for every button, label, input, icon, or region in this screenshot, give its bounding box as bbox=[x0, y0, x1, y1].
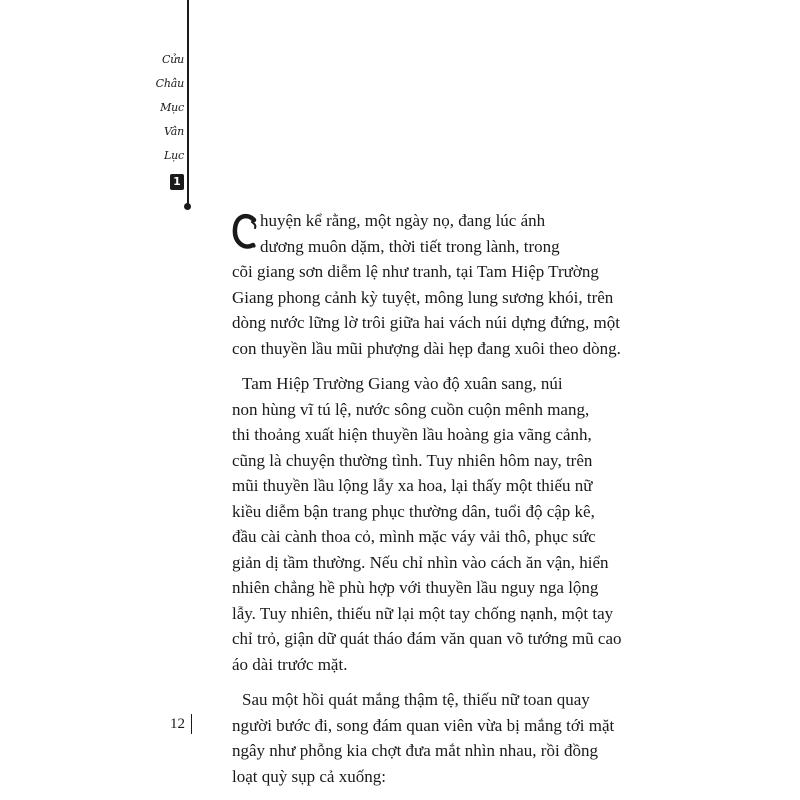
series-word-5: Lục bbox=[164, 149, 184, 162]
volume-number-badge: 1 bbox=[170, 174, 184, 190]
text-line: loạt quỳ sụp cả xuống: bbox=[232, 766, 386, 786]
text-line: dòng nước lững lờ trôi giữa hai vách núi dựng đứng, một bbox=[232, 313, 620, 332]
text-line: người bước đi, song đám quan viên vừa bị mắng tới mặt bbox=[232, 715, 615, 735]
text-line: Tam Hiệp Trường Giang vào độ xuân sang, núi bbox=[242, 374, 563, 393]
text-line: áo dài trước mặt. bbox=[232, 654, 348, 674]
text-line: non hùng vĩ tú lệ, nước sông cuồn cuộn mênh mang, bbox=[232, 399, 590, 419]
brush-c-icon bbox=[232, 212, 258, 256]
footer-divider bbox=[191, 714, 192, 734]
paragraph-1 bbox=[232, 208, 630, 361]
text-line: ngây như phỗng kia chợt đưa mắt nhìn nhau, rồi đồng bbox=[232, 741, 598, 760]
text-line: lẫy. Tuy nhiên, thiếu nữ lại một tay chống nạnh, một tay bbox=[232, 603, 614, 623]
text-line: chỉ trỏ, giận dữ quát tháo đám văn quan võ tướng mũ cao bbox=[232, 629, 622, 648]
text-line: cũng là chuyện thường tình. Tuy nhiên hôm nay, trên bbox=[232, 450, 593, 470]
text-line: mũi thuyền lầu lộng lẫy xa hoa, lại thấy một thiếu nữ bbox=[232, 476, 593, 495]
page-number: 12 bbox=[170, 715, 185, 732]
decorative-rule-dot bbox=[184, 203, 191, 210]
body-text bbox=[232, 208, 630, 799]
text-line: huyện kể rằng, một ngày nọ, đang lúc ánh bbox=[260, 211, 546, 230]
paragraph-2 bbox=[232, 371, 630, 677]
text-line: thi thoảng xuất hiện thuyền lầu hoàng gia vãng cảnh, bbox=[232, 425, 592, 444]
page-footer bbox=[170, 714, 192, 734]
series-word-1: Cửu bbox=[162, 53, 184, 66]
text-line: Sau một hồi quát mắng thậm tệ, thiếu nữ toan quay bbox=[242, 690, 590, 709]
series-title-vertical bbox=[140, 48, 184, 190]
series-word-2: Châu bbox=[155, 77, 184, 90]
text-line: dương muôn dặm, thời tiết trong lành, trong bbox=[260, 236, 560, 256]
decorative-vertical-rule bbox=[187, 0, 189, 206]
series-word-4: Vân bbox=[164, 125, 184, 138]
text-line: giản dị tầm thường. Nếu chỉ nhìn vào cách ăn vận, hiển bbox=[232, 552, 609, 572]
text-line: nhiên chẳng hề phù hợp với thuyền lầu nguy nga lộng bbox=[232, 578, 599, 597]
text-line: Giang phong cảnh kỳ tuyệt, mông lung sương khói, trên bbox=[232, 287, 614, 307]
text-line: con thuyền lầu mũi phượng dài hẹp đang xuôi theo dòng. bbox=[232, 338, 621, 358]
text-line: đầu cài cành thoa cỏ, mình mặc váy vải thô, phục sức bbox=[232, 527, 596, 546]
text-line: cõi giang sơn diễm lệ như tranh, tại Tam Hiệp Trường bbox=[232, 262, 599, 281]
text-line: kiều diễm bận trang phục thường dân, tuổi độ cập kê, bbox=[232, 501, 595, 521]
series-word-3: Mục bbox=[160, 101, 184, 114]
paragraph-3 bbox=[232, 687, 630, 789]
